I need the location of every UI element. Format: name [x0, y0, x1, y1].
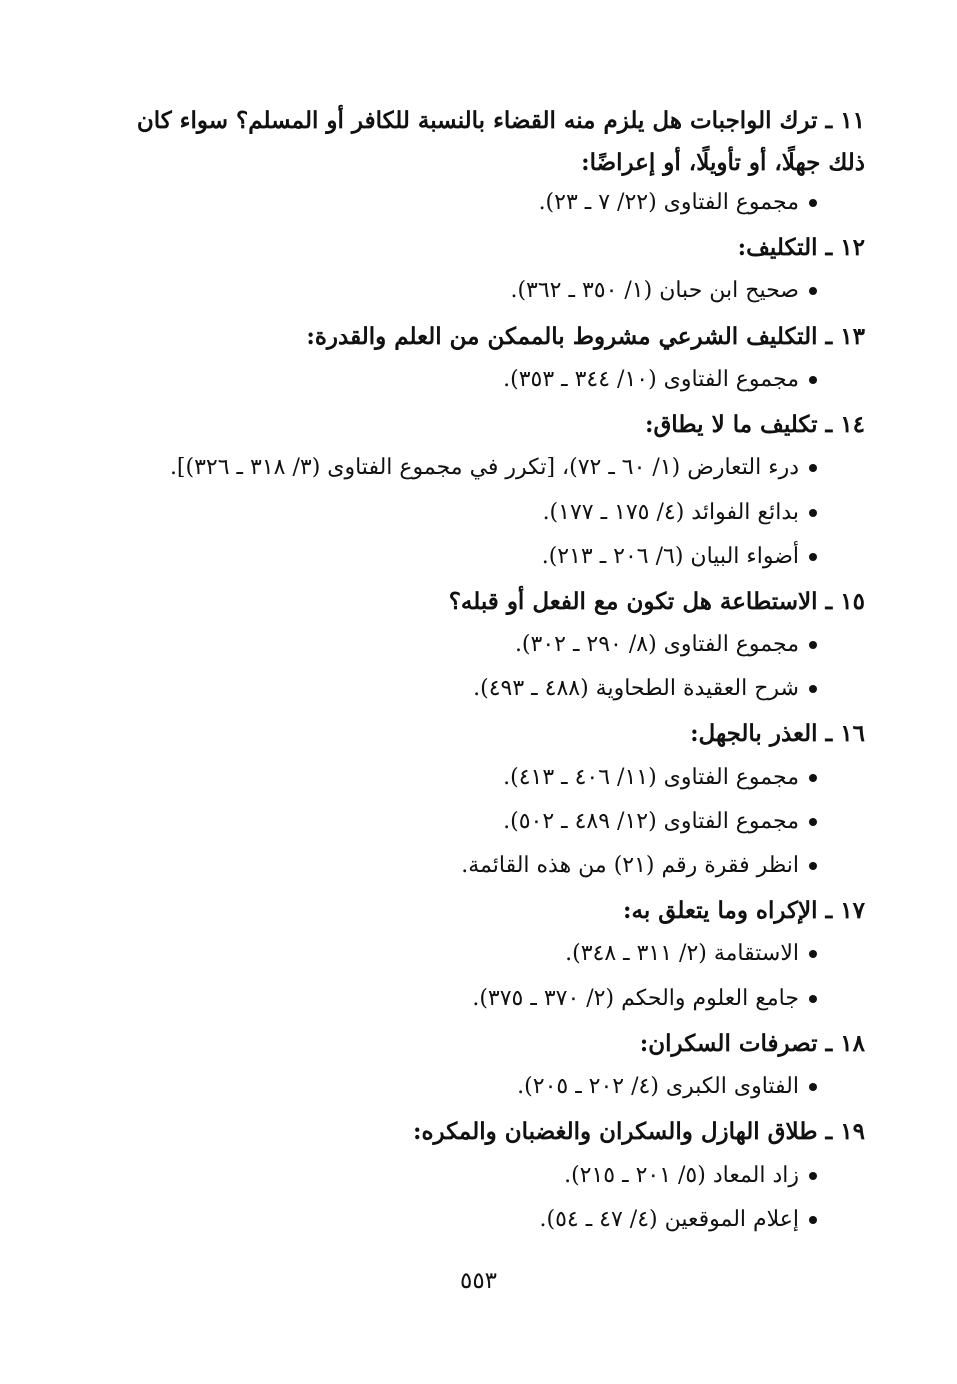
reference-item: بدائع الفوائد (٤/ ١٧٥ ـ ١٧٧).	[543, 502, 817, 524]
bullet-icon	[809, 1083, 817, 1091]
reference-item: مجموع الفتاوى (١٠/ ٣٤٤ ـ ٣٥٣).	[503, 369, 817, 391]
bullet-icon	[809, 641, 817, 649]
bullet-icon	[809, 287, 817, 295]
reference-item: مجموع الفتاوى (٨/ ٢٩٠ ـ ٣٠٢).	[515, 634, 817, 656]
bullet-icon	[809, 553, 817, 561]
reference-item: أضواء البيان (٦/ ٢٠٦ ـ ٢١٣).	[542, 546, 817, 568]
bullet-icon	[809, 774, 817, 782]
bullet-icon	[809, 818, 817, 826]
section-heading-16: ١٦ ـ العذر بالجهل:	[690, 720, 865, 747]
reference-item: شرح العقيدة الطحاوية (٤٨٨ ـ ٤٩٣).	[473, 678, 817, 700]
reference-item: الاستقامة (٢/ ٣١١ ـ ٣٤٨).	[565, 943, 817, 965]
reference-item: مجموع الفتاوى (٢٢/ ٧ ـ ٢٣).	[539, 192, 817, 214]
bullet-icon	[809, 995, 817, 1003]
bullet-icon	[809, 685, 817, 693]
reference-item: جامع العلوم والحكم (٢/ ٣٧٠ ـ ٣٧٥).	[472, 988, 817, 1010]
section-heading-13: ١٣ ـ التكليف الشرعي مشروط بالممكن من العلم والقدرة:	[306, 323, 865, 350]
section-heading-12: ١٢ ـ التكليف:	[737, 234, 865, 261]
reference-item: إعلام الموقعين (٤/ ٤٧ ـ ٥٤).	[539, 1209, 817, 1231]
bullet-icon	[809, 199, 817, 207]
bullet-icon	[809, 509, 817, 517]
section-heading-15: ١٥ ـ الاستطاعة هل تكون مع الفعل أو قبله؟	[448, 588, 865, 615]
section-heading-18: ١٨ ـ تصرفات السكران:	[639, 1030, 865, 1057]
bullet-icon	[809, 376, 817, 384]
bullet-icon	[809, 464, 817, 472]
section-heading-19: ١٩ ـ طلاق الهازل والسكران والغضبان والمكره:	[412, 1118, 865, 1145]
section-heading-17: ١٧ ـ الإكراه وما يتعلق به:	[623, 897, 865, 924]
bullet-icon	[809, 1216, 817, 1224]
reference-item: الفتاوى الكبرى (٤/ ٢٠٢ ـ ٢٠٥).	[517, 1076, 817, 1098]
bullet-icon	[809, 862, 817, 870]
section-heading-11: ١١ ـ ترك الواجبات هل يلزم منه القضاء بالنسبة للكافر أو المسلم؟ سواء كان ذلك جهلًا، أو تأويلًا، أو إعراضًا:	[136, 107, 865, 176]
reference-item: انظر فقرة رقم (٢١) من هذه القائمة.	[461, 855, 817, 877]
page-number: ٥٥٣	[459, 1268, 498, 1294]
reference-item: مجموع الفتاوى (١١/ ٤٠٦ ـ ٤١٣).	[503, 767, 817, 789]
reference-item: زاد المعاد (٥/ ٢٠١ ـ ٢١٥).	[564, 1165, 817, 1187]
reference-item: درء التعارض (١/ ٦٠ ـ ٧٢)، [تكرر في مجموع الفتاوى (٣/ ٣١٨ ـ ٣٢٦)].	[170, 457, 817, 479]
section-heading-14: ١٤ ـ تكليف ما لا يطاق:	[644, 411, 865, 438]
bullet-icon	[809, 1172, 817, 1180]
bullet-icon	[809, 950, 817, 958]
reference-item: صحيح ابن حبان (١/ ٣٥٠ ـ ٣٦٢).	[510, 280, 817, 302]
reference-item: مجموع الفتاوى (١٢/ ٤٨٩ ـ ٥٠٢).	[503, 811, 817, 833]
